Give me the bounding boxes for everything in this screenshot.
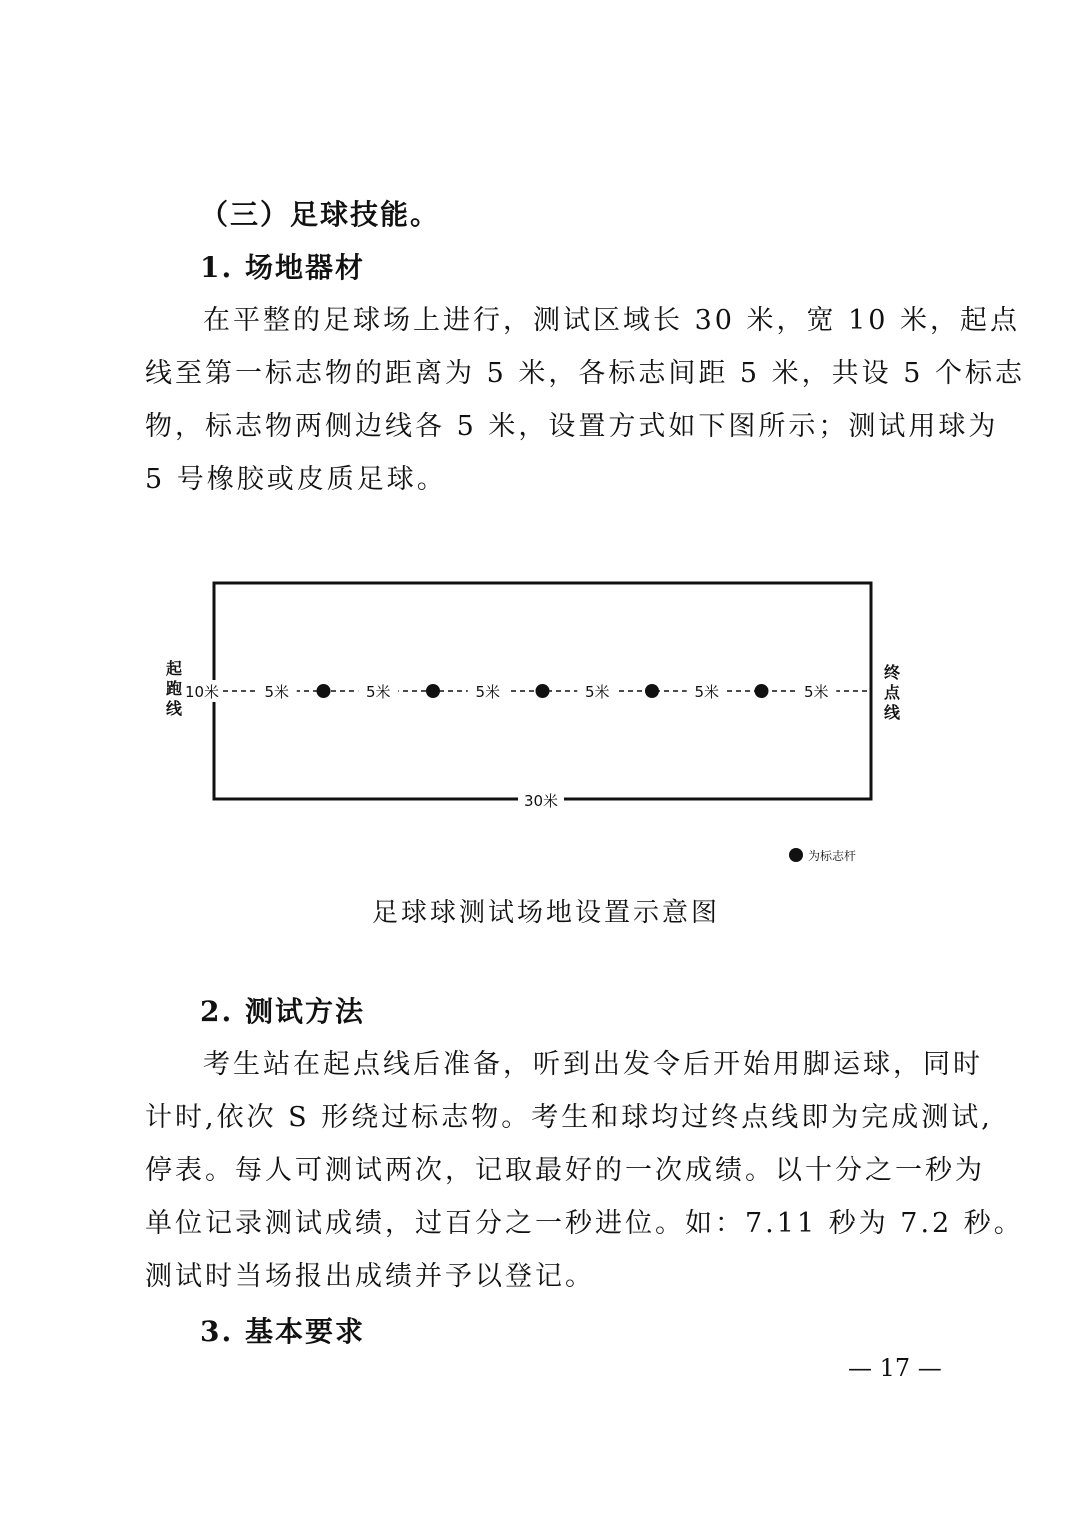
legend-marker-icon — [789, 848, 803, 862]
marker-pole — [645, 684, 659, 698]
paragraph-line: 5 号橡胶或皮质足球。 — [145, 464, 447, 495]
subsection-title-method: 2. 测试方法 — [200, 995, 365, 1028]
marker-pole — [536, 684, 550, 698]
end-line-label-char: 线 — [883, 703, 901, 722]
end-line-label-char: 点 — [883, 683, 901, 702]
length-label: 30米 — [523, 792, 559, 810]
paragraph-line: 单位记录测试成绩，过百分之一秒进位。如：7.11 秒为 7.2 秒。 — [145, 1208, 1024, 1239]
paragraph-line: 物，标志物两侧边线各 5 米，设置方式如下图所示；测试用球为 — [145, 411, 999, 442]
width-label: 10米 — [184, 683, 220, 701]
paragraph-line: 测试时当场报出成绩并予以登记。 — [145, 1261, 595, 1292]
paragraph-line: 在平整的足球场上进行，测试区域长 30 米，宽 10 米，起点 — [203, 305, 1021, 336]
start-line-label-char: 起 — [165, 659, 183, 678]
segment-label: 5米 — [475, 683, 501, 701]
paragraph-line: 考生站在起点线后准备，听到出发令后开始用脚运球，同时 — [203, 1049, 983, 1080]
segment-label: 5米 — [803, 683, 829, 701]
segment-label: 5米 — [584, 683, 610, 701]
subsection-title-venue: 1. 场地器材 — [200, 251, 365, 284]
paragraph-line: 计时,依次 S 形绕过标志物。考生和球均过终点线即为完成测试, — [145, 1102, 993, 1133]
page-number: — 17 — — [848, 1354, 942, 1382]
segment-label: 5米 — [264, 683, 290, 701]
paragraph-line: 停表。每人可测试两次，记取最好的一次成绩。以十分之一秒为 — [145, 1155, 985, 1186]
marker-pole — [755, 684, 769, 698]
subsection-title-requirements: 3. 基本要求 — [200, 1315, 365, 1348]
diagram-caption: 足球球测试场地设置示意图 — [372, 898, 721, 928]
end-line-label-char: 终 — [883, 663, 901, 682]
start-line-label-char: 跑 — [165, 679, 183, 698]
paragraph-line: 线至第一标志物的距离为 5 米，各标志间距 5 米，共设 5 个标志 — [145, 358, 1026, 389]
marker-pole — [317, 684, 331, 698]
segment-label: 5米 — [365, 683, 391, 701]
start-line-label-char: 线 — [165, 699, 183, 718]
section-title: （三）足球技能。 — [200, 198, 441, 231]
field-diagram — [150, 570, 910, 870]
marker-pole — [426, 684, 440, 698]
legend-label: 为标志杆 — [808, 849, 857, 863]
segment-label: 5米 — [694, 683, 720, 701]
